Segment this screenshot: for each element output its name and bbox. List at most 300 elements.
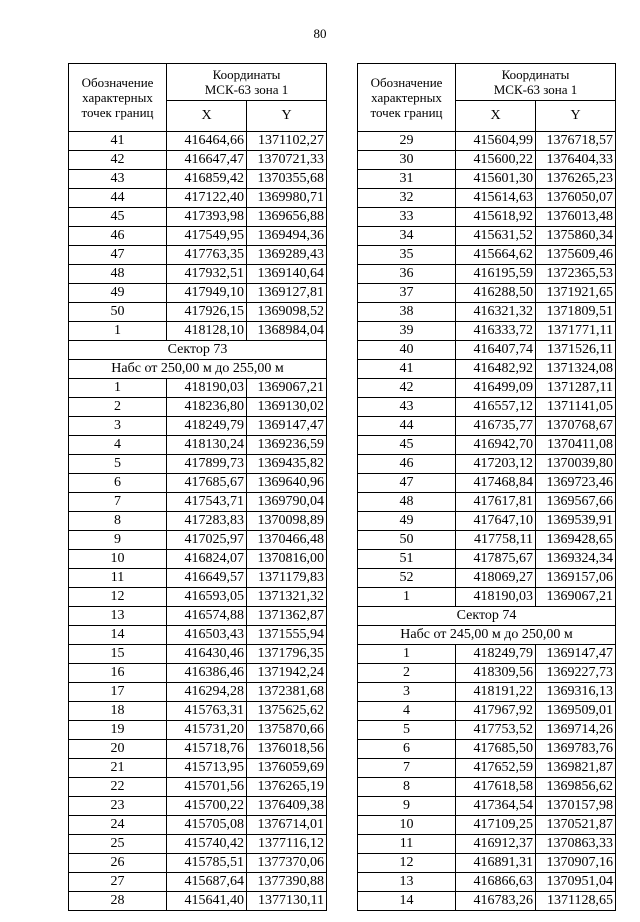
y-coordinate-cell: 1369236,59 (247, 436, 327, 455)
x-coordinate-cell: 418236,80 (167, 398, 247, 417)
x-coordinate-cell: 417647,10 (456, 512, 536, 531)
y-coordinate-cell: 1369227,73 (536, 664, 616, 683)
x-coordinate-cell: 416430,46 (167, 645, 247, 664)
x-coordinate-cell: 418249,79 (167, 417, 247, 436)
table-row (69, 246, 327, 265)
table-row (358, 227, 616, 246)
y-coordinate-cell: 1370098,89 (247, 512, 327, 531)
y-coordinate-cell: 1369640,96 (247, 474, 327, 493)
table-row (69, 436, 327, 455)
table-row (358, 360, 616, 379)
y-coordinate-cell: 1370466,48 (247, 531, 327, 550)
table-row (358, 759, 616, 778)
header-row (69, 64, 327, 101)
x-coordinate-cell: 416866,63 (456, 873, 536, 892)
point-number-cell: 7 (358, 759, 456, 778)
x-coordinate-cell: 415701,56 (167, 778, 247, 797)
x-coordinate-cell: 416735,77 (456, 417, 536, 436)
point-number-cell: 44 (358, 417, 456, 436)
header-row (358, 64, 616, 101)
y-coordinate-cell: 1369980,71 (247, 189, 327, 208)
x-coordinate-cell: 417618,58 (456, 778, 536, 797)
y-coordinate-cell: 1369539,91 (536, 512, 616, 531)
y-coordinate-cell: 1369856,62 (536, 778, 616, 797)
x-coordinate-cell: 416859,42 (167, 170, 247, 189)
table-row (69, 778, 327, 797)
table-row (358, 683, 616, 702)
table-row (69, 474, 327, 493)
point-number-cell: 5 (358, 721, 456, 740)
coords-title-line: МСК-63 зона 1 (493, 82, 578, 98)
point-number-cell: 49 (358, 512, 456, 531)
point-number-cell: 17 (69, 683, 167, 702)
x-coordinate-cell: 418190,03 (456, 588, 536, 607)
point-number-cell: 5 (69, 455, 167, 474)
coordinates-table-right (357, 63, 616, 911)
table-row (69, 379, 327, 398)
table-row (69, 531, 327, 550)
point-number-cell: 38 (358, 303, 456, 322)
y-coordinate-cell: 1370721,33 (247, 151, 327, 170)
y-coordinate-cell: 1371771,11 (536, 322, 616, 341)
point-label-line: Обозначение (81, 75, 154, 90)
y-coordinate-cell: 1375609,46 (536, 246, 616, 265)
x-coordinate-cell: 416824,07 (167, 550, 247, 569)
point-label-line: точек границ (81, 105, 154, 120)
coordinates-header (167, 64, 327, 101)
y-coordinate-cell: 1371526,11 (536, 341, 616, 360)
table-row (69, 284, 327, 303)
x-coordinate-cell: 416574,88 (167, 607, 247, 626)
page-number: 80 (313, 26, 327, 41)
point-number-cell: 31 (358, 170, 456, 189)
point-number-cell: 43 (358, 398, 456, 417)
point-number-cell: 18 (69, 702, 167, 721)
table-row (69, 702, 327, 721)
y-coordinate-cell: 1369428,65 (536, 531, 616, 550)
x-coordinate-cell: 416407,74 (456, 341, 536, 360)
table-row (69, 151, 327, 170)
table-row (358, 531, 616, 550)
y-coordinate-cell: 1376718,57 (536, 132, 616, 151)
table-row (358, 284, 616, 303)
table-row (358, 303, 616, 322)
coords-title-line: Координаты (501, 67, 570, 83)
table-row (69, 645, 327, 664)
y-coordinate-cell: 1371921,65 (536, 284, 616, 303)
table-row (69, 797, 327, 816)
table-row (358, 873, 616, 892)
x-coordinate-cell: 417283,83 (167, 512, 247, 531)
y-coordinate-cell: 1376714,01 (247, 816, 327, 835)
point-number-cell: 44 (69, 189, 167, 208)
x-coordinate-cell: 416649,57 (167, 569, 247, 588)
point-number-cell: 19 (69, 721, 167, 740)
point-number-cell: 13 (69, 607, 167, 626)
point-number-cell: 4 (358, 702, 456, 721)
point-number-cell: 1 (358, 645, 456, 664)
x-header: X (167, 101, 247, 132)
table-row (358, 398, 616, 417)
table-row (358, 835, 616, 854)
x-coordinate-cell: 416593,05 (167, 588, 247, 607)
y-header: Y (536, 101, 616, 132)
x-coordinate-cell: 416783,26 (456, 892, 536, 911)
y-coordinate-cell: 1370863,33 (536, 835, 616, 854)
table-row (69, 892, 327, 911)
table-row (358, 493, 616, 512)
point-number-cell: 50 (69, 303, 167, 322)
x-coordinate-cell: 417652,59 (456, 759, 536, 778)
point-number-cell: 14 (358, 892, 456, 911)
x-coordinate-cell: 418190,03 (167, 379, 247, 398)
x-coordinate-cell: 416912,37 (456, 835, 536, 854)
table-row (69, 455, 327, 474)
point-label-line: характерных (82, 90, 153, 105)
point-number-cell: 16 (69, 664, 167, 683)
x-coordinate-cell: 415700,22 (167, 797, 247, 816)
table-row (358, 265, 616, 284)
point-number-cell: 8 (358, 778, 456, 797)
coords-title-line: Координаты (212, 67, 281, 83)
point-number-cell: 8 (69, 512, 167, 531)
table-row (358, 550, 616, 569)
y-coordinate-cell: 1369127,81 (247, 284, 327, 303)
point-label-header (69, 64, 167, 132)
x-header: X (456, 101, 536, 132)
table-row (69, 512, 327, 531)
point-number-cell: 1 (69, 322, 167, 341)
point-number-cell: 10 (358, 816, 456, 835)
table-row (69, 626, 327, 645)
x-coordinate-cell: 416386,46 (167, 664, 247, 683)
x-coordinate-cell: 415713,95 (167, 759, 247, 778)
x-coordinate-cell: 417899,73 (167, 455, 247, 474)
y-coordinate-cell: 1370411,08 (536, 436, 616, 455)
section-row (358, 626, 616, 645)
y-coordinate-cell: 1372381,68 (247, 683, 327, 702)
table-row (69, 208, 327, 227)
point-number-cell: 22 (69, 778, 167, 797)
point-number-cell: 48 (69, 265, 167, 284)
table-row (69, 227, 327, 246)
point-number-cell: 4 (69, 436, 167, 455)
point-number-cell: 30 (358, 151, 456, 170)
point-number-cell: 48 (358, 493, 456, 512)
x-coordinate-cell: 417685,67 (167, 474, 247, 493)
coords-title-line: МСК-63 зона 1 (204, 82, 289, 98)
table-row (358, 132, 616, 151)
section-label: Набс от 250,00 м до 255,00 м (69, 360, 327, 379)
table-row (358, 702, 616, 721)
y-coordinate-cell: 1369289,43 (247, 246, 327, 265)
y-coordinate-cell: 1371942,24 (247, 664, 327, 683)
x-coordinate-cell: 415601,30 (456, 170, 536, 189)
table-row (358, 170, 616, 189)
y-coordinate-cell: 1369324,34 (536, 550, 616, 569)
table-row (69, 303, 327, 322)
y-coordinate-cell: 1369316,13 (536, 683, 616, 702)
point-number-cell: 45 (69, 208, 167, 227)
point-number-cell: 43 (69, 170, 167, 189)
y-coordinate-cell: 1369714,26 (536, 721, 616, 740)
y-coordinate-cell: 1369821,87 (536, 759, 616, 778)
x-coordinate-cell: 417617,81 (456, 493, 536, 512)
table-row (358, 892, 616, 911)
y-coordinate-cell: 1369435,82 (247, 455, 327, 474)
table-row (358, 379, 616, 398)
point-number-cell: 35 (358, 246, 456, 265)
y-coordinate-cell: 1369783,76 (536, 740, 616, 759)
point-number-cell: 15 (69, 645, 167, 664)
x-coordinate-cell: 417122,40 (167, 189, 247, 208)
y-coordinate-cell: 1368984,04 (247, 322, 327, 341)
point-number-cell: 29 (358, 132, 456, 151)
x-coordinate-cell: 415763,31 (167, 702, 247, 721)
point-number-cell: 21 (69, 759, 167, 778)
point-number-cell: 2 (358, 664, 456, 683)
table-row (358, 512, 616, 531)
x-coordinate-cell: 417949,10 (167, 284, 247, 303)
table-row (69, 816, 327, 835)
coordinates-table-left (68, 63, 327, 911)
point-number-cell: 49 (69, 284, 167, 303)
point-number-cell: 3 (69, 417, 167, 436)
point-number-cell: 26 (69, 854, 167, 873)
point-number-cell: 45 (358, 436, 456, 455)
table-row (69, 873, 327, 892)
y-coordinate-cell: 1371287,11 (536, 379, 616, 398)
y-coordinate-cell: 1372365,53 (536, 265, 616, 284)
table-row (358, 246, 616, 265)
section-label: Сектор 73 (69, 341, 327, 360)
y-coordinate-cell: 1369567,66 (536, 493, 616, 512)
point-number-cell: 25 (69, 835, 167, 854)
point-number-cell: 52 (358, 569, 456, 588)
point-number-cell: 6 (69, 474, 167, 493)
x-coordinate-cell: 415641,40 (167, 892, 247, 911)
x-coordinate-cell: 417763,35 (167, 246, 247, 265)
table-row (358, 740, 616, 759)
y-coordinate-cell: 1371102,27 (247, 132, 327, 151)
y-coordinate-cell: 1376018,56 (247, 740, 327, 759)
y-coordinate-cell: 1371555,94 (247, 626, 327, 645)
table-row (69, 588, 327, 607)
x-coordinate-cell: 417549,95 (167, 227, 247, 246)
y-coordinate-cell: 1369067,21 (536, 588, 616, 607)
x-coordinate-cell: 416557,12 (456, 398, 536, 417)
point-number-cell: 9 (69, 531, 167, 550)
y-coordinate-cell: 1371141,05 (536, 398, 616, 417)
x-coordinate-cell: 417685,50 (456, 740, 536, 759)
y-coordinate-cell: 1376265,19 (247, 778, 327, 797)
y-coordinate-cell: 1370768,67 (536, 417, 616, 436)
y-coordinate-cell: 1369147,47 (536, 645, 616, 664)
y-coordinate-cell: 1369098,52 (247, 303, 327, 322)
y-coordinate-cell: 1377116,12 (247, 835, 327, 854)
y-coordinate-cell: 1370951,04 (536, 873, 616, 892)
x-coordinate-cell: 416647,47 (167, 151, 247, 170)
point-label-line: характерных (371, 90, 442, 105)
point-number-cell: 47 (358, 474, 456, 493)
y-coordinate-cell: 1369494,36 (247, 227, 327, 246)
table-row (358, 588, 616, 607)
point-number-cell: 1 (69, 379, 167, 398)
point-number-cell: 11 (358, 835, 456, 854)
x-coordinate-cell: 416321,32 (456, 303, 536, 322)
x-coordinate-cell: 415740,42 (167, 835, 247, 854)
table-row (358, 151, 616, 170)
x-coordinate-cell: 415604,99 (456, 132, 536, 151)
table-row (69, 417, 327, 436)
x-coordinate-cell: 418309,56 (456, 664, 536, 683)
table-row (358, 664, 616, 683)
point-number-cell: 13 (358, 873, 456, 892)
y-coordinate-cell: 1370521,87 (536, 816, 616, 835)
x-coordinate-cell: 415614,63 (456, 189, 536, 208)
point-number-cell: 51 (358, 550, 456, 569)
x-coordinate-cell: 415600,22 (456, 151, 536, 170)
section-label: Набс от 245,00 м до 250,00 м (358, 626, 616, 645)
x-coordinate-cell: 416333,72 (456, 322, 536, 341)
y-coordinate-cell: 1376013,48 (536, 208, 616, 227)
table-row (358, 189, 616, 208)
x-coordinate-cell: 417543,71 (167, 493, 247, 512)
y-coordinate-cell: 1375860,34 (536, 227, 616, 246)
y-coordinate-cell: 1371796,35 (247, 645, 327, 664)
point-number-cell: 46 (69, 227, 167, 246)
table-body-left (69, 132, 327, 911)
y-coordinate-cell: 1370816,00 (247, 550, 327, 569)
table-row (358, 816, 616, 835)
y-coordinate-cell: 1369140,64 (247, 265, 327, 284)
x-coordinate-cell: 416503,43 (167, 626, 247, 645)
table-row (69, 683, 327, 702)
point-number-cell: 50 (358, 531, 456, 550)
point-number-cell: 9 (358, 797, 456, 816)
y-coordinate-cell: 1369656,88 (247, 208, 327, 227)
x-coordinate-cell: 417926,15 (167, 303, 247, 322)
point-number-cell: 14 (69, 626, 167, 645)
point-number-cell: 36 (358, 265, 456, 284)
point-number-cell: 24 (69, 816, 167, 835)
table-body-right (358, 132, 616, 911)
point-label-line: Обозначение (370, 75, 443, 90)
x-coordinate-cell: 415731,20 (167, 721, 247, 740)
y-coordinate-cell: 1369509,01 (536, 702, 616, 721)
y-coordinate-cell: 1369790,04 (247, 493, 327, 512)
x-coordinate-cell: 415664,62 (456, 246, 536, 265)
table-row (69, 265, 327, 284)
table-row (358, 208, 616, 227)
section-row (358, 607, 616, 626)
y-coordinate-cell: 1377130,11 (247, 892, 327, 911)
table-row (69, 721, 327, 740)
y-coordinate-cell: 1375625,62 (247, 702, 327, 721)
point-number-cell: 32 (358, 189, 456, 208)
y-coordinate-cell: 1376050,07 (536, 189, 616, 208)
point-number-cell: 28 (69, 892, 167, 911)
y-coordinate-cell: 1376409,38 (247, 797, 327, 816)
section-row (69, 360, 327, 379)
coordinates-header (456, 64, 616, 101)
x-coordinate-cell: 417753,52 (456, 721, 536, 740)
point-number-cell: 34 (358, 227, 456, 246)
x-coordinate-cell: 417758,11 (456, 531, 536, 550)
y-coordinate-cell: 1369723,46 (536, 474, 616, 493)
y-coordinate-cell: 1369067,21 (247, 379, 327, 398)
x-coordinate-cell: 417932,51 (167, 265, 247, 284)
x-coordinate-cell: 416464,66 (167, 132, 247, 151)
table-row (69, 607, 327, 626)
point-number-cell: 42 (69, 151, 167, 170)
section-row (69, 341, 327, 360)
table-row (69, 740, 327, 759)
table-row (69, 569, 327, 588)
y-coordinate-cell: 1371809,51 (536, 303, 616, 322)
x-coordinate-cell: 417025,97 (167, 531, 247, 550)
y-coordinate-cell: 1369157,06 (536, 569, 616, 588)
y-coordinate-cell: 1377370,06 (247, 854, 327, 873)
y-coordinate-cell: 1377390,88 (247, 873, 327, 892)
x-coordinate-cell: 417875,67 (456, 550, 536, 569)
table-row (69, 493, 327, 512)
y-coordinate-cell: 1370157,98 (536, 797, 616, 816)
y-coordinate-cell: 1369130,02 (247, 398, 327, 417)
table-row (358, 436, 616, 455)
point-number-cell: 2 (69, 398, 167, 417)
table-row (69, 132, 327, 151)
table-row (69, 322, 327, 341)
point-number-cell: 41 (69, 132, 167, 151)
x-coordinate-cell: 416195,59 (456, 265, 536, 284)
x-coordinate-cell: 418249,79 (456, 645, 536, 664)
point-number-cell: 20 (69, 740, 167, 759)
point-number-cell: 47 (69, 246, 167, 265)
section-label: Сектор 74 (358, 607, 616, 626)
x-coordinate-cell: 418069,27 (456, 569, 536, 588)
x-coordinate-cell: 415718,76 (167, 740, 247, 759)
x-coordinate-cell: 415705,08 (167, 816, 247, 835)
x-coordinate-cell: 416288,50 (456, 284, 536, 303)
point-number-cell: 3 (358, 683, 456, 702)
table-row (69, 835, 327, 854)
x-coordinate-cell: 417109,25 (456, 816, 536, 835)
y-coordinate-cell: 1371179,83 (247, 569, 327, 588)
point-number-cell: 37 (358, 284, 456, 303)
point-number-cell: 39 (358, 322, 456, 341)
point-number-cell: 42 (358, 379, 456, 398)
point-label-line: точек границ (370, 105, 443, 120)
point-number-cell: 33 (358, 208, 456, 227)
point-number-cell: 11 (69, 569, 167, 588)
y-coordinate-cell: 1371362,87 (247, 607, 327, 626)
x-coordinate-cell: 418128,10 (167, 322, 247, 341)
y-coordinate-cell: 1370039,80 (536, 455, 616, 474)
y-coordinate-cell: 1371324,08 (536, 360, 616, 379)
y-coordinate-cell: 1375870,66 (247, 721, 327, 740)
x-coordinate-cell: 416942,70 (456, 436, 536, 455)
table-row (358, 778, 616, 797)
x-coordinate-cell: 417393,98 (167, 208, 247, 227)
table-row (358, 569, 616, 588)
point-number-cell: 10 (69, 550, 167, 569)
point-number-cell: 12 (358, 854, 456, 873)
y-coordinate-cell: 1371128,65 (536, 892, 616, 911)
x-coordinate-cell: 417203,12 (456, 455, 536, 474)
point-number-cell: 27 (69, 873, 167, 892)
point-number-cell: 41 (358, 360, 456, 379)
